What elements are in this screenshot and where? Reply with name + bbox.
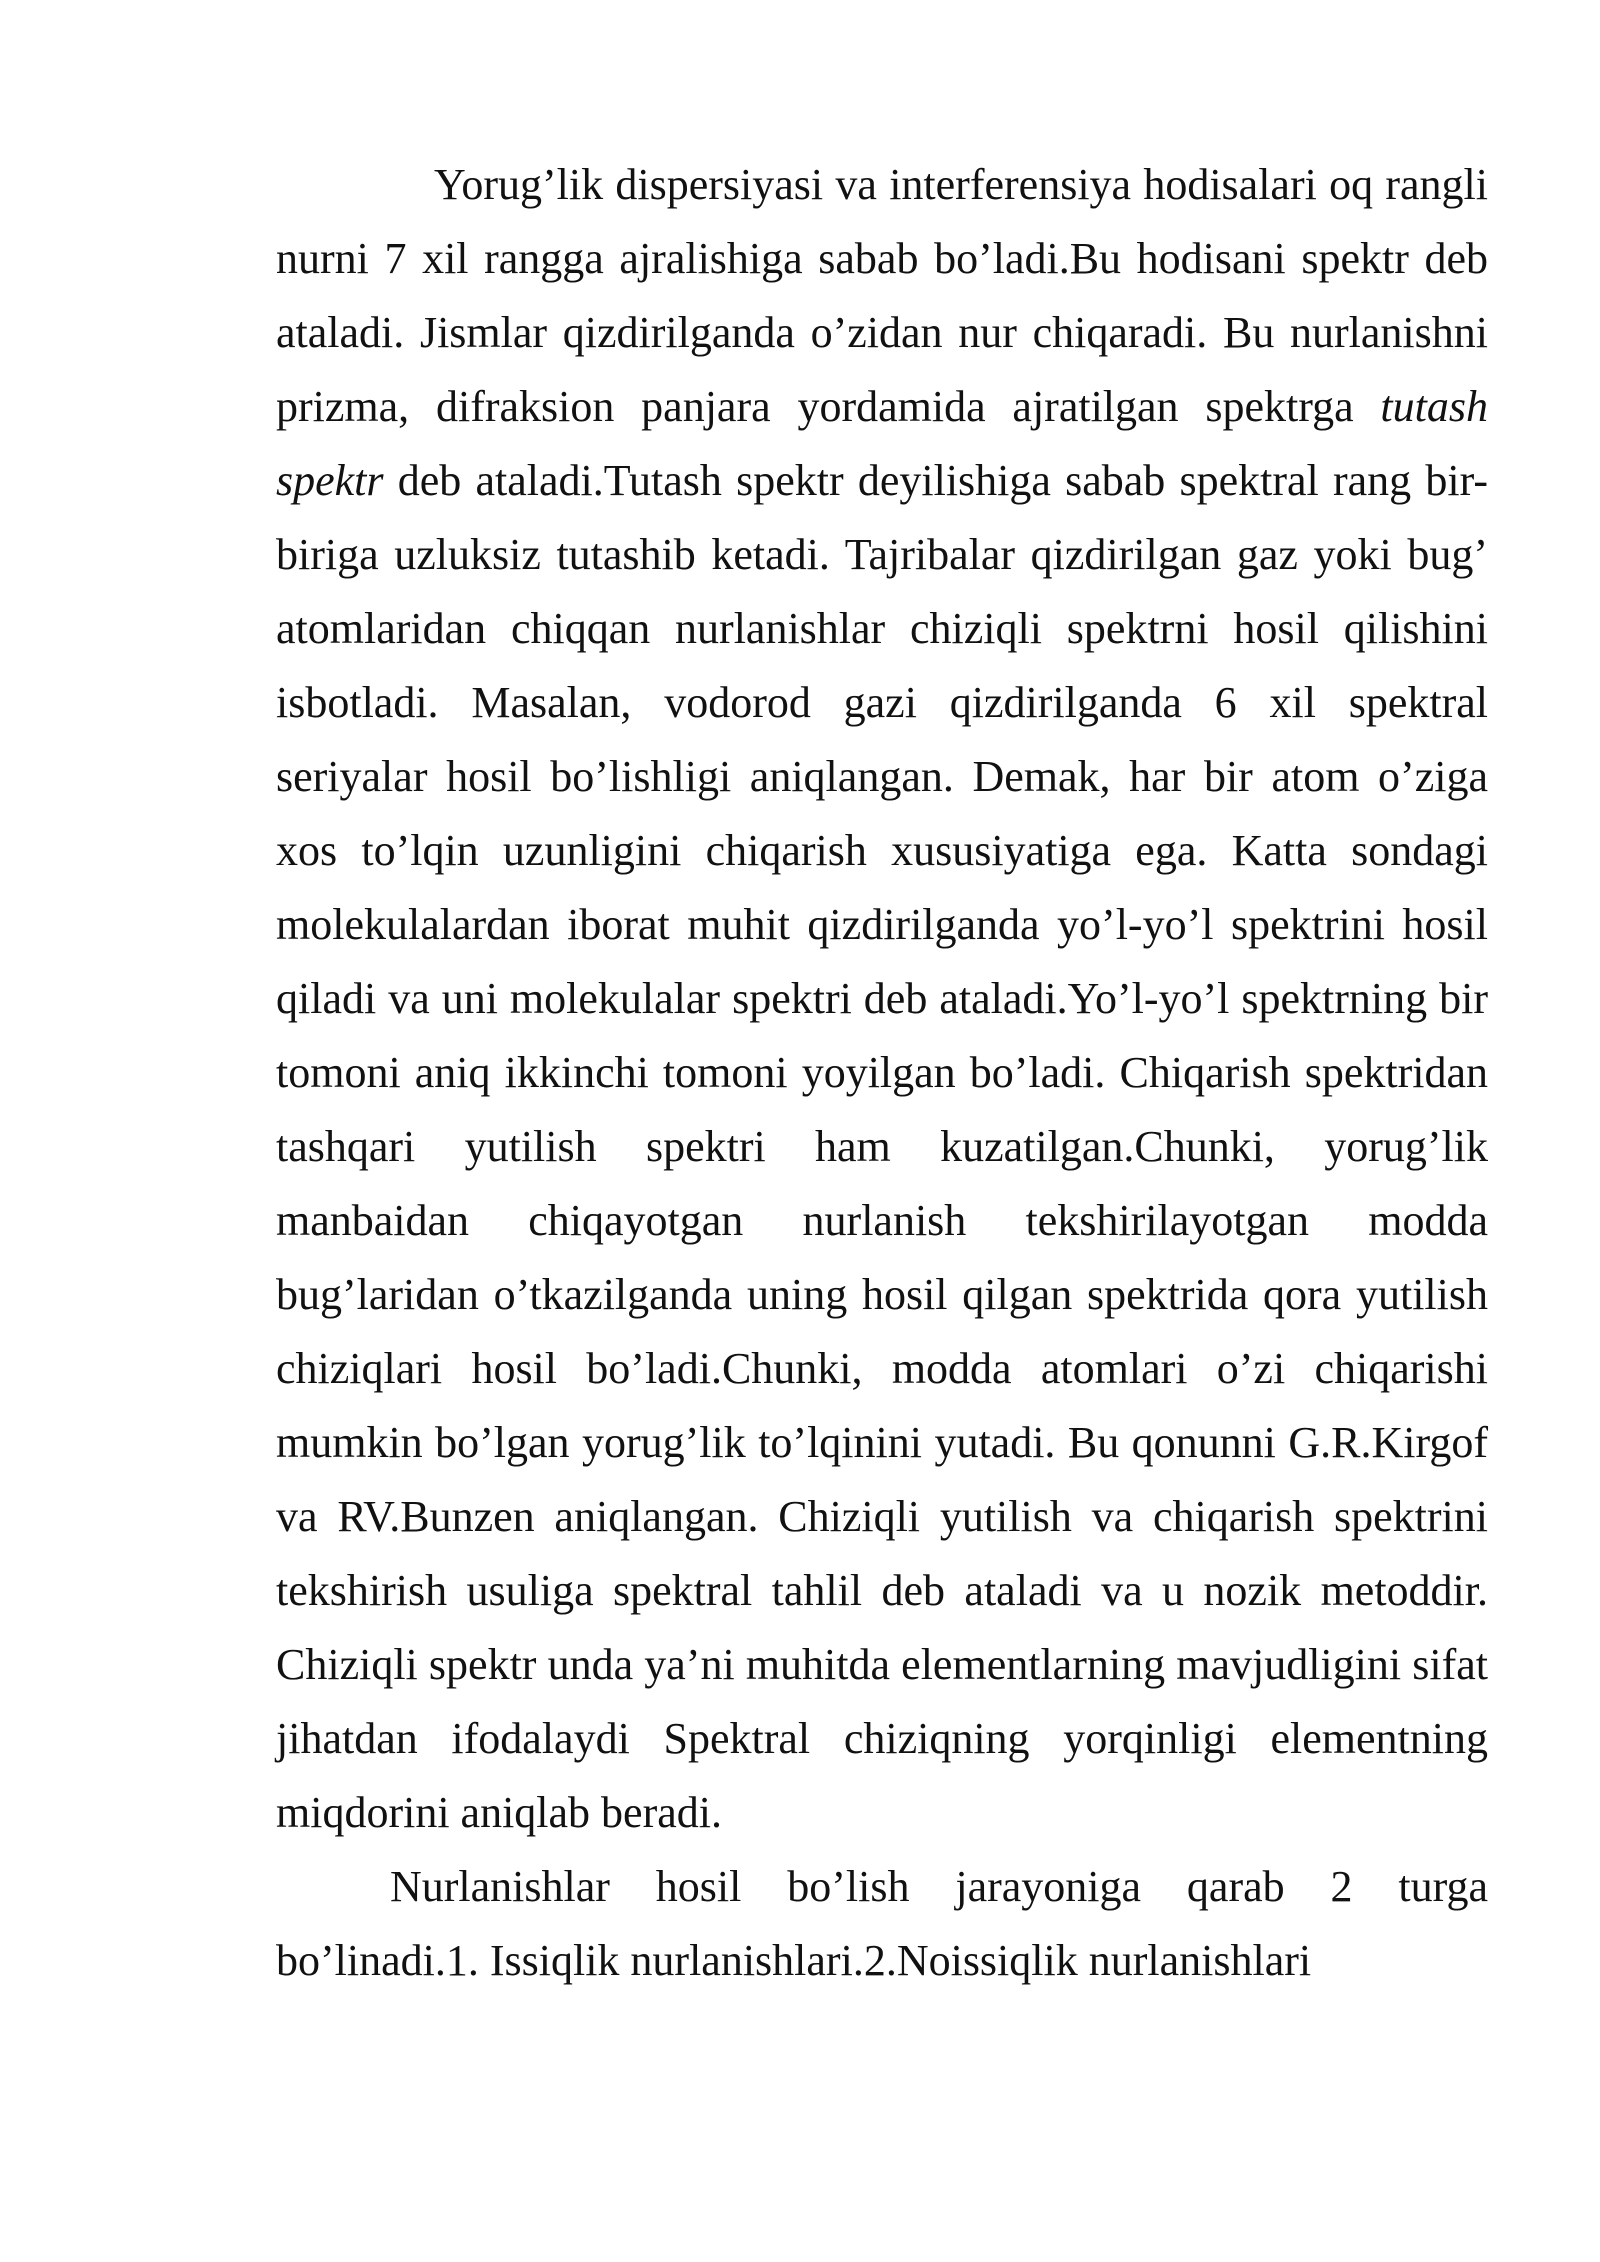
body-text (276, 148, 1488, 1998)
paragraph-text-run: Yorug’lik dispersiyasi va interferensiya hodisalari oq rangli nurni 7 xil rangga ajralishiga sabab bo’ladi.Bu hodisani spektr deb ataladi. Jismlar qizdirilganda o’zidan nur chiqaradi. Bu nurlanishni prizma, difraksion panjara yordamida ajratilgan spektrga (276, 160, 1488, 431)
paragraph-spectrum (276, 148, 1488, 1850)
paragraph-text-run: deb ataladi.Tutash spektr deyilishiga sabab spektral rang bir-biriga uzluksiz tutashib ketadi. Tajribalar qizdirilgan gaz yoki bug’ atomlaridan chiqqan nurlanishlar chiziqli spektrni hosil qilishini isbotladi. Masalan, vodorod gazi qizdirilganda 6 xil spektral seriyalar hosil bo’lishligi aniqlangan. Demak, har bir atom o’ziga xos to’lqin uzunligini chiqarish xususiyatiga ega. Katta sondagi molekulalardan iborat muhit qizdirilganda yo’l-yo’l spektrini hosil qiladi va uni molekulalar spektri deb ataladi.Yo’l-yo’l spektrning bir tomoni aniq ikkinchi tomoni yoyilgan bo’ladi. Chiqarish spektridan tashqari yutilish spektri ham kuzatilgan.Chunki, yorug’lik manbaidan chiqayotgan nurlanish tekshirilayotgan modda bug’laridan o’tkazilganda uning hosil qilgan spektrida qora yutilish chiziqlari hosil bo’ladi.Chunki, modda atomlari o’zi chiqarishi mumkin bo’lgan yorug’lik to’lqinini yutadi. Bu qonunni G.R.Kirgof va RV.Bunzen aniqlangan. Chiziqli yutilish va chiqarish spektrini tekshirish usuliga spektral tahlil deb ataladi va u nozik metoddir. Chiziqli spektr unda ya’ni muhitda elementlarning mavjudligini sifat jihatdan ifodalaydi Spektral chiziqning yorqinligi elementning miqdorini aniqlab beradi. (276, 456, 1488, 1837)
italic-term: tutash spektr (276, 382, 1488, 505)
paragraph-text-run: Nurlanishlar hosil bo’lish jarayoniga qarab 2 turga bo’linadi.1. Issiqlik nurlanishlari.2.Noissiqlik nurlanishlari (276, 1862, 1488, 1985)
paragraph-radiation-types (276, 1850, 1488, 1998)
